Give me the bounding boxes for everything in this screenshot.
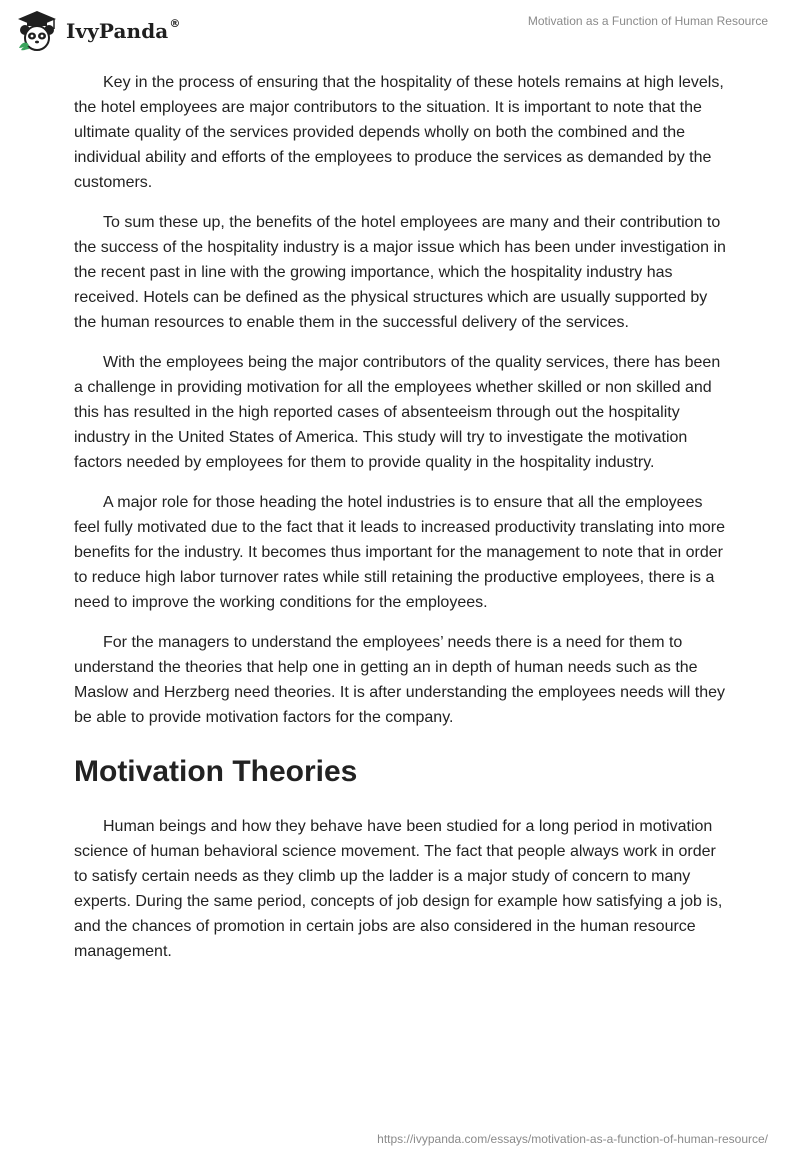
page-header (0, 0, 800, 60)
paragraph: For the managers to understand the employees’ needs there is a need for them to understand the theories that help one in getting an in depth of human needs such as the Maslow and Herzberg need theories. It is after understanding the employees needs will they be able to provide motivation factors for the company. (74, 634, 726, 726)
paragraph: A major role for those heading the hotel industries is to ensure that all the employees feel fully motivated due to the fact that it leads to increased productivity translating into more benefits for the industry. It becomes thus important for the management to note that in order to reduce high labor turnover rates while still retaining the productive employees, there is a need to improve the working conditions for the employees. (74, 494, 726, 611)
paragraph: To sum these up, the benefits of the hotel employees are many and their contribution to the success of the hospitality industry is a major issue which has been under investigation in the recent past in line with the growing importance, which the hospitality industry has received. Hotels can be defined as the physical structures which are usually supported by the human resources to enable them in the successful delivery of the services. (74, 214, 726, 331)
logo-text: IvyPanda® (66, 17, 181, 43)
document-title: Motivation as a Function of Human Resource (527, 14, 768, 28)
paragraph: Human beings and how they behave have been studied for a long period in motivation science of human behavioral science movement. The fact that people always work in order to satisfy certain needs as they climb up the ladder is a major study of concern to many experts. During the same period, concepts of job design for example how satisfying a job is, and the chances of promotion in certain jobs are also considered in the human resource management. (74, 818, 723, 960)
registered-mark: ® (169, 17, 181, 30)
section-heading: Motivation Theories (74, 755, 358, 788)
paragraph: With the employees being the major contributors of the quality services, there has been a challenge in providing motivation for all the employees whether skilled or non skilled and this has resulted in the high reported cases of absenteeism through out the hospitality industry in the United States of America. This study will try to investigate the motivation factors needed by employees for them to provide quality in the hospitality industry. (74, 354, 721, 471)
ivypanda-logo[interactable] (14, 8, 180, 54)
panda-graduate-icon (14, 8, 60, 54)
essay-body (74, 70, 729, 979)
paragraph: Key in the process of ensuring that the hospitality of these hotels remains at high levels, the hotel employees are major contributors to the situation. It is important to note that the ultimate quality of the services provided depends wholly on both the combined and the individual ability and efforts of the employees to produce the services as demanded by the customers. (74, 74, 724, 191)
source-url[interactable]: https://ivypanda.com/essays/motivation-as-a-function-of-human-resource/ (377, 1132, 768, 1146)
